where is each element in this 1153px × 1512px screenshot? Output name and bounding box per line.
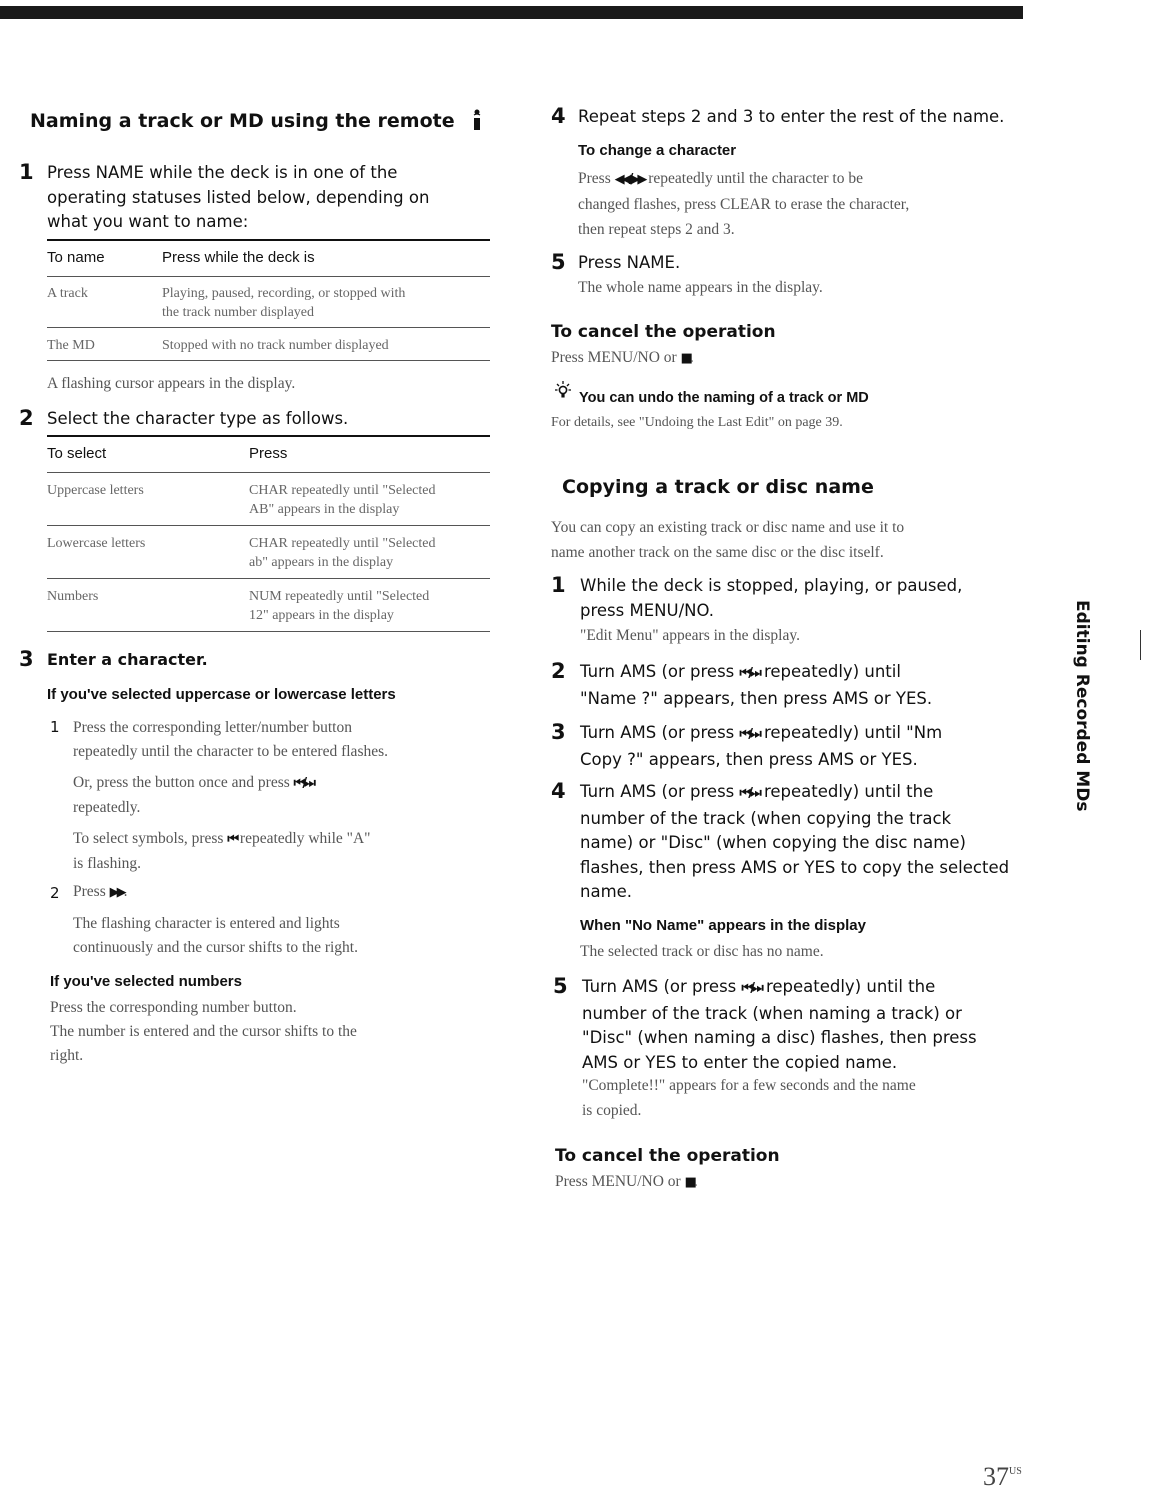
prev-next-icon: ⏮/⏭ <box>741 981 761 996</box>
tip-text: For details, see "Undoing the Last Edit" on page 39. <box>551 415 843 430</box>
cancel-text: Press MENU/NO or ■. <box>551 349 694 366</box>
table-rule <box>47 578 490 579</box>
table-header: Press while the deck is <box>162 249 315 266</box>
ff-icon: ▶▶ <box>109 885 124 900</box>
tip-lightbulb-icon <box>554 381 572 401</box>
stop-icon: ■ <box>680 351 690 366</box>
table-rule <box>47 276 490 277</box>
step-number: 4 <box>551 104 566 128</box>
table-cell: Numbers <box>47 589 99 604</box>
table-rule <box>47 239 490 241</box>
step-1-text: Press NAME while the deck is in one of the operating statuses listed below, depending on what you want to name: <box>47 163 430 231</box>
substep-number: 2 <box>50 884 60 902</box>
body-text: A flashing cursor appears in the display. <box>47 375 296 392</box>
table-cell: NUM repeatedly until "Selected 12" appears in the display <box>249 589 430 623</box>
copy-step-1-text: While the deck is stopped, playing, or paused, press MENU/NO. <box>580 576 963 620</box>
subheading-change: To change a character <box>578 142 737 159</box>
table-cell: The MD <box>47 338 95 353</box>
step-5-text: Press NAME. <box>578 253 681 272</box>
table-rule <box>47 525 490 526</box>
prev-icon: ⏮ <box>227 832 237 847</box>
page-number: $37^{US}$ <box>983 1462 1022 1491</box>
step-number: 2 <box>19 406 34 430</box>
subheading-noname: When "No Name" appears in the display <box>580 917 866 934</box>
table-rule <box>47 327 490 328</box>
substep-1-text: Press the corresponding letter/number button repeatedly until the character to be entered flashes. Or, press the button once and press ⏮/⏭ repeatedly. To select symbols, press ⏮ repeatedly while "A" is flashing. <box>73 719 389 872</box>
table-rule <box>47 472 490 473</box>
body-text: The whole name appears in the display. <box>578 279 823 296</box>
prev-next-icon: ⏮/⏭ <box>739 786 759 801</box>
table-cell: Stopped with no track number displayed <box>162 338 389 353</box>
top-rule <box>0 6 1023 19</box>
prev-next-icon: ⏮/⏭ <box>293 776 313 791</box>
rew-ff-icon: ◀◀/▶▶ <box>614 172 645 187</box>
cancel-heading: To cancel the operation <box>551 322 776 342</box>
prev-next-icon: ⏮/⏭ <box>739 666 759 681</box>
cancel-text: Press MENU/NO or ■. <box>555 1173 698 1190</box>
section-heading-naming: Naming a track or MD using the remote <box>30 109 483 132</box>
substep-number: 1 <box>50 718 60 736</box>
table-cell: CHAR repeatedly until "Selected AB" appears in the display <box>249 483 436 517</box>
step-number: 2 <box>551 659 566 683</box>
table-header: To select <box>47 445 107 462</box>
step-number: 3 <box>551 720 566 744</box>
copy-step-2-text: Turn AMS (or press ⏮/⏭ repeatedly) until "Name ?" appears, then press AMS or YES. <box>580 662 933 708</box>
stop-icon: ■ <box>684 1175 694 1190</box>
step-number: 4 <box>551 779 566 803</box>
copy-step-5-text: Turn AMS (or press ⏮/⏭ repeatedly) until the number of the track (when naming a track) or "Disc" (when naming a disc) flashes, then press AMS or YES to enter the copied name. <box>582 977 977 1072</box>
tip-title: You can undo the naming of a track or MD <box>579 390 869 406</box>
body-text: "Complete!!" appears for a few seconds and the name is copied. <box>582 1077 916 1119</box>
step-number: 5 <box>553 974 568 998</box>
body-text: The selected track or disc has no name. <box>580 943 824 960</box>
step-number: 1 <box>551 573 566 597</box>
table-rule <box>47 435 490 437</box>
copy-step-3-text: Turn AMS (or press ⏮/⏭ repeatedly) until "Nm Copy ?" appears, then press AMS or YES. <box>580 723 943 769</box>
step-4-text: Repeat steps 2 and 3 to enter the rest of the name. <box>578 107 1005 126</box>
step-2-text: Select the character type as follows. <box>47 409 349 428</box>
subheading-numbers: If you've selected numbers <box>50 973 242 990</box>
prev-next-icon: ⏮/⏭ <box>739 727 759 742</box>
step-3-text: Enter a character. <box>47 650 208 669</box>
table-cell: Lowercase letters <box>47 536 146 551</box>
table-cell: Uppercase letters <box>47 483 144 498</box>
numbers-text: Press the corresponding number button. The number is entered and the cursor shifts to the right. <box>50 999 357 1064</box>
table-header: To name <box>47 249 105 266</box>
subheading-letters: If you've selected uppercase or lowercase letters <box>47 686 396 703</box>
substep-2-text: Press ▶▶. The flashing character is entered and lights continuously and the cursor shifts to the right. <box>73 883 358 956</box>
remote-icon <box>471 109 483 131</box>
step-number: 1 <box>19 160 34 184</box>
table-cell: Playing, paused, recording, or stopped with the track number displayed <box>162 286 406 320</box>
table-header: Press <box>249 445 288 462</box>
section-heading-copying: Copying a track or disc name <box>562 476 874 498</box>
table-rule <box>47 360 490 361</box>
copy-step-4-text: Turn AMS (or press ⏮/⏭ repeatedly) until the number of the track (when copying the track name) or "Disc" (when copying the disc name) flashes, then press AMS or YES to copy the selected name. <box>580 782 1010 901</box>
change-text: Press ◀◀/▶▶ repeatedly until the character to be changed flashes, press CLEAR to erase the character, then repeat steps 2 and 3. <box>578 170 910 238</box>
table-cell: A track <box>47 286 88 301</box>
edge-mark <box>1140 630 1141 660</box>
step-number: 3 <box>19 647 34 671</box>
chapter-tab: Editing Recorded MDs <box>1072 600 1092 812</box>
table-cell: CHAR repeatedly until "Selected ab" appears in the display <box>249 536 436 570</box>
step-number: 5 <box>551 250 566 274</box>
copy-intro: You can copy an existing track or disc name and use it to name another track on the same disc or the disc itself. <box>551 519 905 561</box>
body-text: "Edit Menu" appears in the display. <box>580 627 800 644</box>
cancel-heading: To cancel the operation <box>555 1146 780 1166</box>
table-rule <box>47 631 490 632</box>
